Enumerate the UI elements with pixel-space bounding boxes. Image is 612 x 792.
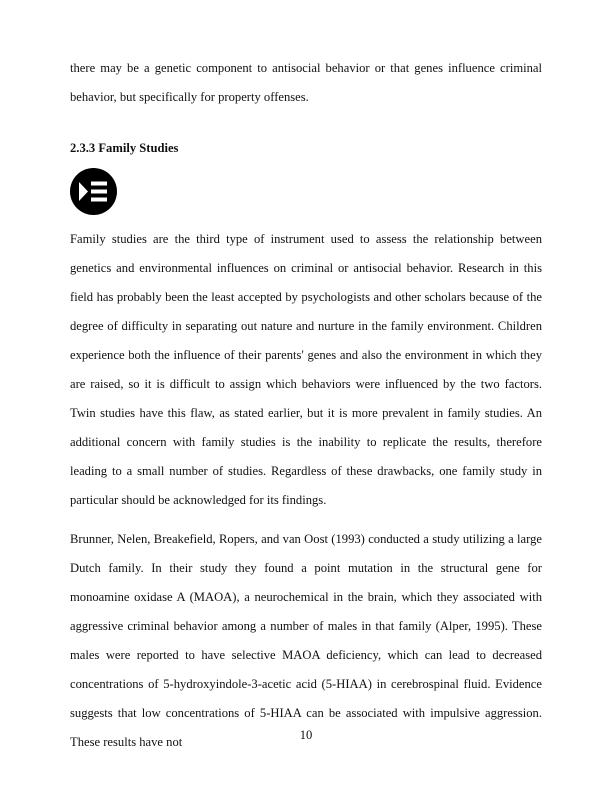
annotation-icon-row bbox=[70, 168, 542, 215]
section-heading: 2.3.3 Family Studies bbox=[70, 141, 179, 155]
paragraph-brunner: Brunner, Nelen, Breakefield, Ropers, and van Oost (1993) conducted a study utilizing a large Dutch family. In their study they found a point mutation in the structural gene for monoamine oxidase A (MAOA), a neurochemical in the brain, which they associated with aggressive criminal behavior among a number of males in that family (Alper, 1995). These males were reported to have selective MAOA deficiency, which can lead to decreased concentrations of 5-hydroxyindole-3-acetic acid (5-HIAA) in cerebrospinal fluid. Evidence suggests that low concentrations of 5-HIAA can be associated with impulsive aggression. These results have not bbox=[70, 532, 542, 749]
media-annotation-icon[interactable] bbox=[70, 168, 117, 215]
page-number: 10 bbox=[299, 728, 313, 742]
paragraph-family-studies: Family studies are the third type of instrument used to assess the relationship between genetics and environmental influences on criminal or antisocial behavior. Research in this field has probably been the least accepted by psychologists and other scholars because of the degree of difficulty in separating out nature and nurture in the family environment. Children experience both the influence of their parents' genes and also the environment in which they are raised, so it is difficult to assign which behaviors were influenced by the two factors. Twin studies have this flaw, as stated earlier, but it is more prevalent in family studies. An additional concern with family studies is the inability to replicate the results, therefore leading to a small number of studies. Regardless of these drawbacks, one family study in particular should be acknowledged for its findings. bbox=[70, 232, 542, 507]
paragraph-intro: there may be a genetic component to antisocial behavior or that genes influence criminal behavior, but specifically for property offenses. bbox=[70, 61, 542, 104]
